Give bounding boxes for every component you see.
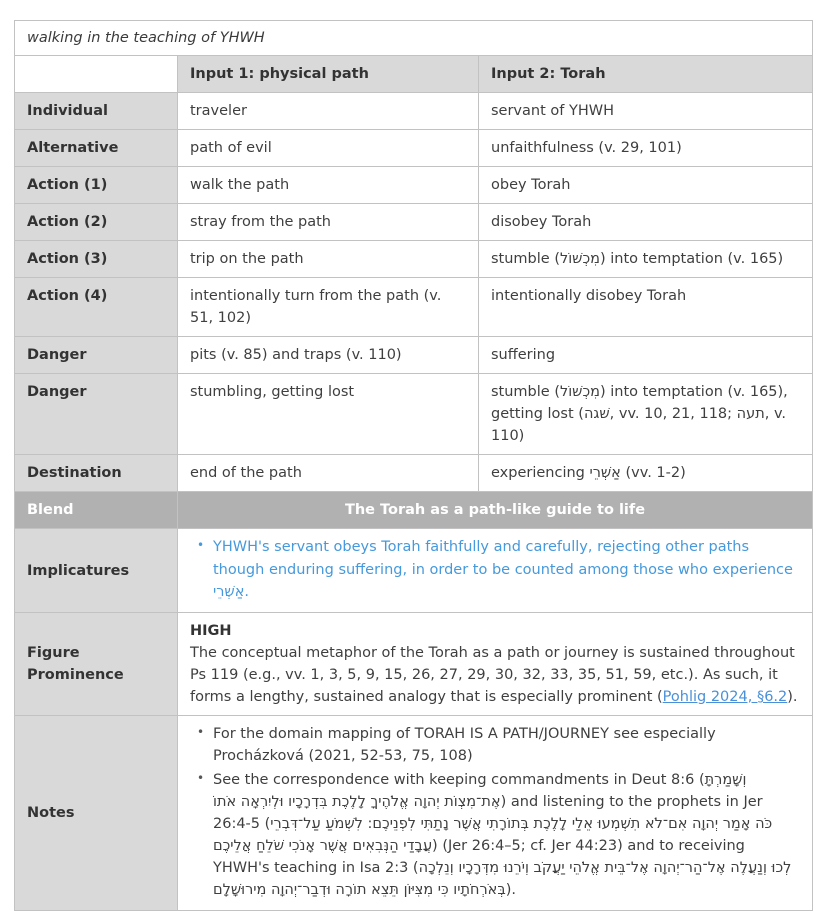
notes-list — [190, 723, 800, 901]
header-input1: Input 1: physical path — [178, 56, 479, 93]
table-row-destination — [15, 455, 813, 492]
cell-torah: experiencing אַשְׁרֵי (vv. 1-2) — [479, 455, 813, 492]
cell-physical-path: walk the path — [178, 167, 479, 204]
implicature-item: • YHWH's servant obeys Torah faithfully and carefully, rejecting other paths though enduring suffering, in order to be counted among those who experience אַשְׁרֵי. — [197, 536, 800, 602]
notes-cell — [178, 715, 813, 910]
cell-physical-path: pits (v. 85) and traps (v. 110) — [178, 337, 479, 374]
table-row-danger-2 — [15, 374, 813, 455]
row-label: Danger — [15, 337, 178, 374]
implicatures-row — [15, 529, 813, 612]
header-input2: Input 2: Torah — [479, 56, 813, 93]
figure-prominence-row — [15, 612, 813, 715]
cell-torah: stumble (מִכְשׁוֹל) into temptation (v. 165) — [479, 241, 813, 278]
note-item: • For the domain mapping of TORAH IS A PATH/JOURNEY see especially Procházková (2021, 52-53, 75, 108) — [197, 723, 800, 767]
cell-torah: obey Torah — [479, 167, 813, 204]
title-row — [15, 21, 813, 56]
cell-torah: suffering — [479, 337, 813, 374]
note-item: • See the correspondence with keeping commandments in Deut 8:6 (וְשָׁמַרְתָּ אֶת־מִצְוֹת יְהוָה אֱלֹהֶיךָ לָלֶכֶת בִּדְרָכָיו וּלְיִרְאָה אֹתוֹ) and listening to the prophets in Jer 26:4-5 (כֹּה אָמַר יְהוָה אִם־לֹא תִשְׁמְעוּ אֵלַי לָלֶכֶת בְּתוֹרָתִי אֲשֶׁר נָתַתִּי לִפְנֵיכֶם: לִשְׁמֹעַ עַל־דִּבְרֵי עֲבָדַי הַנְּבִאִים אֲשֶׁר אָנֹכִי שֹׁלֵחַ אֲלֵיכֶם) (Jer 26:4–5; cf. Jer 44:23) and to receiving YHWH's teaching in Isa 2:3 (לְכוּ וְנַעֲלֶה אֶל־הַר־יְהוָה אֶל־בֵּית אֱלֹהֵי יַעֲקֹב וְיֹרֵנוּ מִדְּרָכָיו וְנֵלְכָה בְּאֹרְחֹתָיו כִּי מִצִּיּוֹן תֵּצֵא תוֹרָה וּדְבַר־יְהוָה מִירוּשָׁלִָם). — [197, 769, 800, 901]
row-label: Action (2) — [15, 204, 178, 241]
row-label: Alternative — [15, 130, 178, 167]
table-row-action-2 — [15, 204, 813, 241]
implicatures-cell — [178, 529, 813, 612]
table-row-action-1 — [15, 167, 813, 204]
cell-torah: stumble (מִכְשׁוֹל) into temptation (v. 165), getting lost (שׁגה, vv. 10, 21, 118; תעה, v. 110) — [479, 374, 813, 455]
notes-row — [15, 715, 813, 910]
table-title: walking in the teaching of YHWH — [15, 21, 813, 56]
cell-physical-path: stumbling, getting lost — [178, 374, 479, 455]
conceptual-blend-table — [14, 20, 813, 911]
row-label: Danger — [15, 374, 178, 455]
row-label: Action (1) — [15, 167, 178, 204]
row-label: Action (4) — [15, 278, 178, 337]
row-label: Individual — [15, 93, 178, 130]
figure-prominence-cell — [178, 612, 813, 715]
cell-physical-path: end of the path — [178, 455, 479, 492]
cell-physical-path: intentionally turn from the path (v. 51, 102) — [178, 278, 479, 337]
header-corner-cell — [15, 56, 178, 93]
blend-label: Blend — [15, 492, 178, 529]
row-label: Implicatures — [15, 529, 178, 612]
table-row-individual — [15, 93, 813, 130]
row-label: Action (3) — [15, 241, 178, 278]
cell-physical-path: stray from the path — [178, 204, 479, 241]
header-row — [15, 56, 813, 93]
blend-row — [15, 492, 813, 529]
table-row-action-3 — [15, 241, 813, 278]
prominence-level: HIGH — [190, 622, 232, 639]
implicatures-list — [190, 536, 800, 602]
cell-torah: unfaithfulness (v. 29, 101) — [479, 130, 813, 167]
prominence-text-before: The conceptual metaphor of the Torah as a path or journey is sustained throughout Ps 119 (e.g., vv. 1, 3, 5, 9, 15, 26, 27, 29, 30, 32, 33, 35, 51, 59, etc.). As such, it forms a lengthy, sustained analogy that is especially prominent ( — [190, 644, 795, 705]
table-row-danger-1 — [15, 337, 813, 374]
table-row-alternative — [15, 130, 813, 167]
row-label: Notes — [15, 715, 178, 910]
cell-physical-path: path of evil — [178, 130, 479, 167]
row-label: Destination — [15, 455, 178, 492]
row-label: Figure Prominence — [15, 612, 178, 715]
cell-torah: disobey Torah — [479, 204, 813, 241]
prominence-text-after: ). — [787, 688, 798, 705]
cell-torah: servant of YHWH — [479, 93, 813, 130]
cell-physical-path: trip on the path — [178, 241, 479, 278]
blend-value: The Torah as a path-like guide to life — [178, 492, 813, 529]
cell-torah: intentionally disobey Torah — [479, 278, 813, 337]
cell-physical-path: traveler — [178, 93, 479, 130]
pohlig-citation-link[interactable]: Pohlig 2024, §6.2 — [662, 688, 788, 705]
table-row-action-4 — [15, 278, 813, 337]
